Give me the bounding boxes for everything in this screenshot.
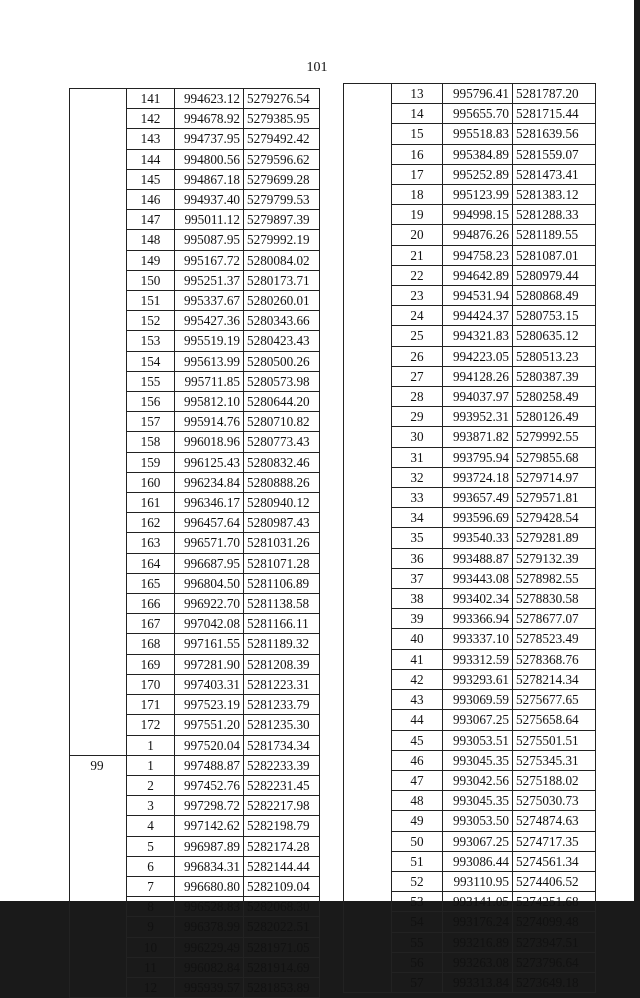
x-coordinate-cell: 995939.57: [175, 977, 244, 997]
y-coordinate-cell: 5281189.32: [244, 634, 320, 654]
x-coordinate-cell: 996571.70: [175, 533, 244, 553]
point-number-cell: 21: [392, 245, 443, 265]
y-coordinate-cell: 5275030.73: [513, 791, 596, 811]
y-coordinate-cell: 5279992.55: [513, 427, 596, 447]
x-coordinate-cell: 996528.83: [175, 897, 244, 917]
x-coordinate-cell: 993141.05: [443, 892, 513, 912]
x-coordinate-cell: 994642.89: [443, 265, 513, 285]
x-coordinate-cell: 996804.50: [175, 573, 244, 593]
x-coordinate-cell: 993952.31: [443, 407, 513, 427]
y-coordinate-cell: 5280258.49: [513, 387, 596, 407]
y-coordinate-cell: 5279492.42: [244, 129, 320, 149]
y-coordinate-cell: 5280832.46: [244, 452, 320, 472]
y-coordinate-cell: 5275501.51: [513, 730, 596, 750]
point-number-cell: 38: [392, 589, 443, 609]
x-coordinate-cell: 993312.59: [443, 649, 513, 669]
x-coordinate-cell: 994223.05: [443, 346, 513, 366]
x-coordinate-cell: 996234.84: [175, 472, 244, 492]
x-coordinate-cell: 993045.35: [443, 791, 513, 811]
x-coordinate-cell: 997488.87: [175, 755, 244, 775]
x-coordinate-cell: 995252.89: [443, 164, 513, 184]
y-coordinate-cell: 5280573.98: [244, 371, 320, 391]
coordinates-table-right: [343, 83, 596, 993]
x-coordinate-cell: 994937.40: [175, 190, 244, 210]
point-number-cell: 51: [392, 851, 443, 871]
point-number-cell: 43: [392, 690, 443, 710]
point-number-cell: 8: [127, 897, 175, 917]
point-number-cell: 50: [392, 831, 443, 851]
point-number-cell: 167: [127, 614, 175, 634]
x-coordinate-cell: 996987.89: [175, 836, 244, 856]
x-coordinate-cell: 996378.99: [175, 917, 244, 937]
point-number-cell: 12: [127, 977, 175, 997]
point-number-cell: 49: [392, 811, 443, 831]
x-coordinate-cell: 997520.04: [175, 735, 244, 755]
point-number-cell: 152: [127, 311, 175, 331]
point-number-cell: 3: [127, 796, 175, 816]
y-coordinate-cell: 5273649.18: [513, 972, 596, 992]
point-number-cell: 142: [127, 109, 175, 129]
point-number-cell: 56: [392, 952, 443, 972]
y-coordinate-cell: 5280644.20: [244, 392, 320, 412]
x-coordinate-cell: 996834.31: [175, 856, 244, 876]
y-coordinate-cell: 5279571.81: [513, 488, 596, 508]
group-cell: [70, 89, 127, 756]
x-coordinate-cell: 994321.83: [443, 326, 513, 346]
x-coordinate-cell: 994037.97: [443, 387, 513, 407]
y-coordinate-cell: 5280773.43: [244, 432, 320, 452]
y-coordinate-cell: 5282109.04: [244, 876, 320, 896]
y-coordinate-cell: 5282022.51: [244, 917, 320, 937]
x-coordinate-cell: 993366.94: [443, 609, 513, 629]
point-number-cell: 164: [127, 553, 175, 573]
x-coordinate-cell: 995251.37: [175, 270, 244, 290]
x-coordinate-cell: 993067.25: [443, 831, 513, 851]
x-coordinate-cell: 996018.96: [175, 432, 244, 452]
page-number: 101: [306, 60, 328, 75]
table-row: [70, 755, 320, 775]
x-coordinate-cell: 993337.10: [443, 629, 513, 649]
y-coordinate-cell: 5280500.26: [244, 351, 320, 371]
x-coordinate-cell: 995087.95: [175, 230, 244, 250]
point-number-cell: 41: [392, 649, 443, 669]
y-coordinate-cell: 5275658.64: [513, 710, 596, 730]
point-number-cell: 34: [392, 508, 443, 528]
y-coordinate-cell: 5280753.15: [513, 306, 596, 326]
point-number-cell: 6: [127, 856, 175, 876]
x-coordinate-cell: 993176.24: [443, 912, 513, 932]
x-coordinate-cell: 993540.33: [443, 528, 513, 548]
y-coordinate-cell: 5278830.58: [513, 589, 596, 609]
x-coordinate-cell: 995167.72: [175, 250, 244, 270]
y-coordinate-cell: 5281233.79: [244, 695, 320, 715]
x-coordinate-cell: 993042.56: [443, 770, 513, 790]
point-number-cell: 46: [392, 750, 443, 770]
y-coordinate-cell: 5282174.28: [244, 836, 320, 856]
x-coordinate-cell: 995337.67: [175, 291, 244, 311]
x-coordinate-cell: 994678.92: [175, 109, 244, 129]
y-coordinate-cell: 5281223.31: [244, 674, 320, 694]
x-coordinate-cell: 995427.36: [175, 311, 244, 331]
y-coordinate-cell: 5281106.89: [244, 573, 320, 593]
y-coordinate-cell: 5275345.31: [513, 750, 596, 770]
point-number-cell: 147: [127, 210, 175, 230]
y-coordinate-cell: 5280173.71: [244, 270, 320, 290]
y-coordinate-cell: 5279596.62: [244, 149, 320, 169]
point-number-cell: 166: [127, 594, 175, 614]
point-number-cell: 160: [127, 472, 175, 492]
x-coordinate-cell: 995384.89: [443, 144, 513, 164]
x-coordinate-cell: 996922.70: [175, 594, 244, 614]
point-number-cell: 28: [392, 387, 443, 407]
point-number-cell: 165: [127, 573, 175, 593]
y-coordinate-cell: 5281559.07: [513, 144, 596, 164]
point-number-cell: 19: [392, 205, 443, 225]
point-number-cell: 47: [392, 770, 443, 790]
point-number-cell: 150: [127, 270, 175, 290]
point-number-cell: 172: [127, 715, 175, 735]
point-number-cell: 141: [127, 89, 175, 109]
y-coordinate-cell: 5280126.49: [513, 407, 596, 427]
point-number-cell: 163: [127, 533, 175, 553]
x-coordinate-cell: 995796.41: [443, 84, 513, 104]
y-coordinate-cell: 5278523.49: [513, 629, 596, 649]
point-number-cell: 153: [127, 331, 175, 351]
y-coordinate-cell: 5280635.12: [513, 326, 596, 346]
y-coordinate-cell: 5281288.33: [513, 205, 596, 225]
x-coordinate-cell: 993069.59: [443, 690, 513, 710]
point-number-cell: 52: [392, 871, 443, 891]
y-coordinate-cell: 5281853.89: [244, 977, 320, 997]
y-coordinate-cell: 5280979.44: [513, 265, 596, 285]
point-number-cell: 10: [127, 937, 175, 957]
y-coordinate-cell: 5280888.26: [244, 472, 320, 492]
x-coordinate-cell: 997551.20: [175, 715, 244, 735]
y-coordinate-cell: 5281914.69: [244, 957, 320, 977]
y-coordinate-cell: 5278368.76: [513, 649, 596, 669]
x-coordinate-cell: 997042.08: [175, 614, 244, 634]
point-number-cell: 32: [392, 467, 443, 487]
x-coordinate-cell: 997298.72: [175, 796, 244, 816]
y-coordinate-cell: 5280513.23: [513, 346, 596, 366]
x-coordinate-cell: 993293.61: [443, 669, 513, 689]
point-number-cell: 154: [127, 351, 175, 371]
x-coordinate-cell: 997142.62: [175, 816, 244, 836]
point-number-cell: 145: [127, 169, 175, 189]
point-number-cell: 25: [392, 326, 443, 346]
x-coordinate-cell: 997403.31: [175, 674, 244, 694]
y-coordinate-cell: 5279385.95: [244, 109, 320, 129]
point-number-cell: 37: [392, 568, 443, 588]
x-coordinate-cell: 995711.85: [175, 371, 244, 391]
y-coordinate-cell: 5280987.43: [244, 513, 320, 533]
x-coordinate-cell: 994128.26: [443, 366, 513, 386]
point-number-cell: 162: [127, 513, 175, 533]
point-number-cell: 158: [127, 432, 175, 452]
x-coordinate-cell: 993110.95: [443, 871, 513, 891]
point-number-cell: 36: [392, 548, 443, 568]
point-number-cell: 26: [392, 346, 443, 366]
x-coordinate-cell: 996680.80: [175, 876, 244, 896]
point-number-cell: 5: [127, 836, 175, 856]
x-coordinate-cell: 994737.95: [175, 129, 244, 149]
point-number-cell: 39: [392, 609, 443, 629]
x-coordinate-cell: 996457.64: [175, 513, 244, 533]
y-coordinate-cell: 5281473.41: [513, 164, 596, 184]
y-coordinate-cell: 5281715.44: [513, 104, 596, 124]
y-coordinate-cell: 5280710.82: [244, 412, 320, 432]
point-number-cell: 168: [127, 634, 175, 654]
y-coordinate-cell: 5279428.54: [513, 508, 596, 528]
point-number-cell: 11: [127, 957, 175, 977]
point-number-cell: 24: [392, 306, 443, 326]
x-coordinate-cell: 994876.26: [443, 225, 513, 245]
point-number-cell: 15: [392, 124, 443, 144]
point-number-cell: 144: [127, 149, 175, 169]
x-coordinate-cell: 996082.84: [175, 957, 244, 977]
x-coordinate-cell: 997452.76: [175, 775, 244, 795]
y-coordinate-cell: 5278677.07: [513, 609, 596, 629]
y-coordinate-cell: 5281087.01: [513, 245, 596, 265]
y-coordinate-cell: 5281166.11: [244, 614, 320, 634]
x-coordinate-cell: 995123.99: [443, 185, 513, 205]
point-number-cell: 143: [127, 129, 175, 149]
y-coordinate-cell: 5274251.68: [513, 892, 596, 912]
y-coordinate-cell: 5280260.01: [244, 291, 320, 311]
x-coordinate-cell: 993053.50: [443, 811, 513, 831]
y-coordinate-cell: 5281071.28: [244, 553, 320, 573]
x-coordinate-cell: 995518.83: [443, 124, 513, 144]
x-coordinate-cell: 993067.25: [443, 710, 513, 730]
table-row: [70, 89, 320, 109]
x-coordinate-cell: 997281.90: [175, 654, 244, 674]
y-coordinate-cell: 5275188.02: [513, 770, 596, 790]
point-number-cell: 44: [392, 710, 443, 730]
point-number-cell: 161: [127, 493, 175, 513]
y-coordinate-cell: 5273796.64: [513, 952, 596, 972]
point-number-cell: 171: [127, 695, 175, 715]
y-coordinate-cell: 5280387.39: [513, 366, 596, 386]
point-number-cell: 23: [392, 286, 443, 306]
y-coordinate-cell: 5279799.53: [244, 190, 320, 210]
coordinates-table-left: [69, 88, 320, 998]
y-coordinate-cell: 5275677.65: [513, 690, 596, 710]
point-number-cell: 53: [392, 892, 443, 912]
y-coordinate-cell: 5281189.55: [513, 225, 596, 245]
y-coordinate-cell: 5280343.66: [244, 311, 320, 331]
y-coordinate-cell: 5279699.28: [244, 169, 320, 189]
point-number-cell: 17: [392, 164, 443, 184]
x-coordinate-cell: 996125.43: [175, 452, 244, 472]
point-number-cell: 157: [127, 412, 175, 432]
x-coordinate-cell: 994998.15: [443, 205, 513, 225]
x-coordinate-cell: 997523.19: [175, 695, 244, 715]
y-coordinate-cell: 5274406.52: [513, 871, 596, 891]
x-coordinate-cell: 993263.08: [443, 952, 513, 972]
point-number-cell: 22: [392, 265, 443, 285]
point-number-cell: 27: [392, 366, 443, 386]
x-coordinate-cell: 994531.94: [443, 286, 513, 306]
point-number-cell: 9: [127, 917, 175, 937]
point-number-cell: 149: [127, 250, 175, 270]
point-number-cell: 30: [392, 427, 443, 447]
point-number-cell: 16: [392, 144, 443, 164]
point-number-cell: 14: [392, 104, 443, 124]
x-coordinate-cell: 995011.12: [175, 210, 244, 230]
point-number-cell: 148: [127, 230, 175, 250]
y-coordinate-cell: 5282233.39: [244, 755, 320, 775]
y-coordinate-cell: 5282068.30: [244, 897, 320, 917]
x-coordinate-cell: 994623.12: [175, 89, 244, 109]
y-coordinate-cell: 5280423.43: [244, 331, 320, 351]
y-coordinate-cell: 5281734.34: [244, 735, 320, 755]
y-coordinate-cell: 5274561.34: [513, 851, 596, 871]
y-coordinate-cell: 5279992.19: [244, 230, 320, 250]
y-coordinate-cell: 5274717.35: [513, 831, 596, 851]
y-coordinate-cell: 5281208.39: [244, 654, 320, 674]
x-coordinate-cell: 995519.19: [175, 331, 244, 351]
x-coordinate-cell: 993045.35: [443, 750, 513, 770]
x-coordinate-cell: 996687.95: [175, 553, 244, 573]
x-coordinate-cell: 994424.37: [443, 306, 513, 326]
x-coordinate-cell: 996229.49: [175, 937, 244, 957]
point-number-cell: 55: [392, 932, 443, 952]
x-coordinate-cell: 993657.49: [443, 488, 513, 508]
x-coordinate-cell: 993216.89: [443, 932, 513, 952]
y-coordinate-cell: 5281235.30: [244, 715, 320, 735]
point-number-cell: 159: [127, 452, 175, 472]
point-number-cell: 33: [392, 488, 443, 508]
x-coordinate-cell: 995655.70: [443, 104, 513, 124]
point-number-cell: 54: [392, 912, 443, 932]
y-coordinate-cell: 5281383.12: [513, 185, 596, 205]
point-number-cell: 170: [127, 674, 175, 694]
y-coordinate-cell: 5279132.39: [513, 548, 596, 568]
point-number-cell: 45: [392, 730, 443, 750]
y-coordinate-cell: 5282231.45: [244, 775, 320, 795]
x-coordinate-cell: 993086.44: [443, 851, 513, 871]
y-coordinate-cell: 5281971.05: [244, 937, 320, 957]
x-coordinate-cell: 994758.23: [443, 245, 513, 265]
point-number-cell: 57: [392, 972, 443, 992]
x-coordinate-cell: 995812.10: [175, 392, 244, 412]
y-coordinate-cell: 5279897.39: [244, 210, 320, 230]
y-coordinate-cell: 5278214.34: [513, 669, 596, 689]
x-coordinate-cell: 993313.84: [443, 972, 513, 992]
y-coordinate-cell: 5280940.12: [244, 493, 320, 513]
x-coordinate-cell: 995613.99: [175, 351, 244, 371]
y-coordinate-cell: 5274099.48: [513, 912, 596, 932]
x-coordinate-cell: 993488.87: [443, 548, 513, 568]
y-coordinate-cell: 5279855.68: [513, 447, 596, 467]
x-coordinate-cell: 993795.94: [443, 447, 513, 467]
point-number-cell: 20: [392, 225, 443, 245]
x-coordinate-cell: 993596.69: [443, 508, 513, 528]
point-number-cell: 156: [127, 392, 175, 412]
point-number-cell: 31: [392, 447, 443, 467]
y-coordinate-cell: 5282217.98: [244, 796, 320, 816]
y-coordinate-cell: 5273947.51: [513, 932, 596, 952]
y-coordinate-cell: 5279281.89: [513, 528, 596, 548]
y-coordinate-cell: 5281138.58: [244, 594, 320, 614]
y-coordinate-cell: 5280868.49: [513, 286, 596, 306]
group-cell: 99: [70, 755, 127, 997]
y-coordinate-cell: 5282198.79: [244, 816, 320, 836]
y-coordinate-cell: 5281639.56: [513, 124, 596, 144]
point-number-cell: 18: [392, 185, 443, 205]
x-coordinate-cell: 993724.18: [443, 467, 513, 487]
x-coordinate-cell: 995914.76: [175, 412, 244, 432]
point-number-cell: 1: [127, 755, 175, 775]
point-number-cell: 169: [127, 654, 175, 674]
point-number-cell: 13: [392, 84, 443, 104]
x-coordinate-cell: 993871.82: [443, 427, 513, 447]
y-coordinate-cell: 5280084.02: [244, 250, 320, 270]
point-number-cell: 7: [127, 876, 175, 896]
x-coordinate-cell: 994800.56: [175, 149, 244, 169]
point-number-cell: 146: [127, 190, 175, 210]
x-coordinate-cell: 997161.55: [175, 634, 244, 654]
y-coordinate-cell: 5282144.44: [244, 856, 320, 876]
point-number-cell: 151: [127, 291, 175, 311]
y-coordinate-cell: 5279276.54: [244, 89, 320, 109]
y-coordinate-cell: 5278982.55: [513, 568, 596, 588]
point-number-cell: 42: [392, 669, 443, 689]
table-row: [344, 84, 596, 104]
point-number-cell: 4: [127, 816, 175, 836]
x-coordinate-cell: 994867.18: [175, 169, 244, 189]
y-coordinate-cell: 5281031.26: [244, 533, 320, 553]
x-coordinate-cell: 993053.51: [443, 730, 513, 750]
point-number-cell: 35: [392, 528, 443, 548]
point-number-cell: 155: [127, 371, 175, 391]
point-number-cell: 48: [392, 791, 443, 811]
y-coordinate-cell: 5281787.20: [513, 84, 596, 104]
y-coordinate-cell: 5274874.63: [513, 811, 596, 831]
x-coordinate-cell: 993443.08: [443, 568, 513, 588]
point-number-cell: 29: [392, 407, 443, 427]
y-coordinate-cell: 5279714.97: [513, 467, 596, 487]
point-number-cell: 40: [392, 629, 443, 649]
point-number-cell: 2: [127, 775, 175, 795]
x-coordinate-cell: 996346.17: [175, 493, 244, 513]
point-number-cell: 1: [127, 735, 175, 755]
x-coordinate-cell: 993402.34: [443, 589, 513, 609]
group-cell: [344, 84, 392, 993]
